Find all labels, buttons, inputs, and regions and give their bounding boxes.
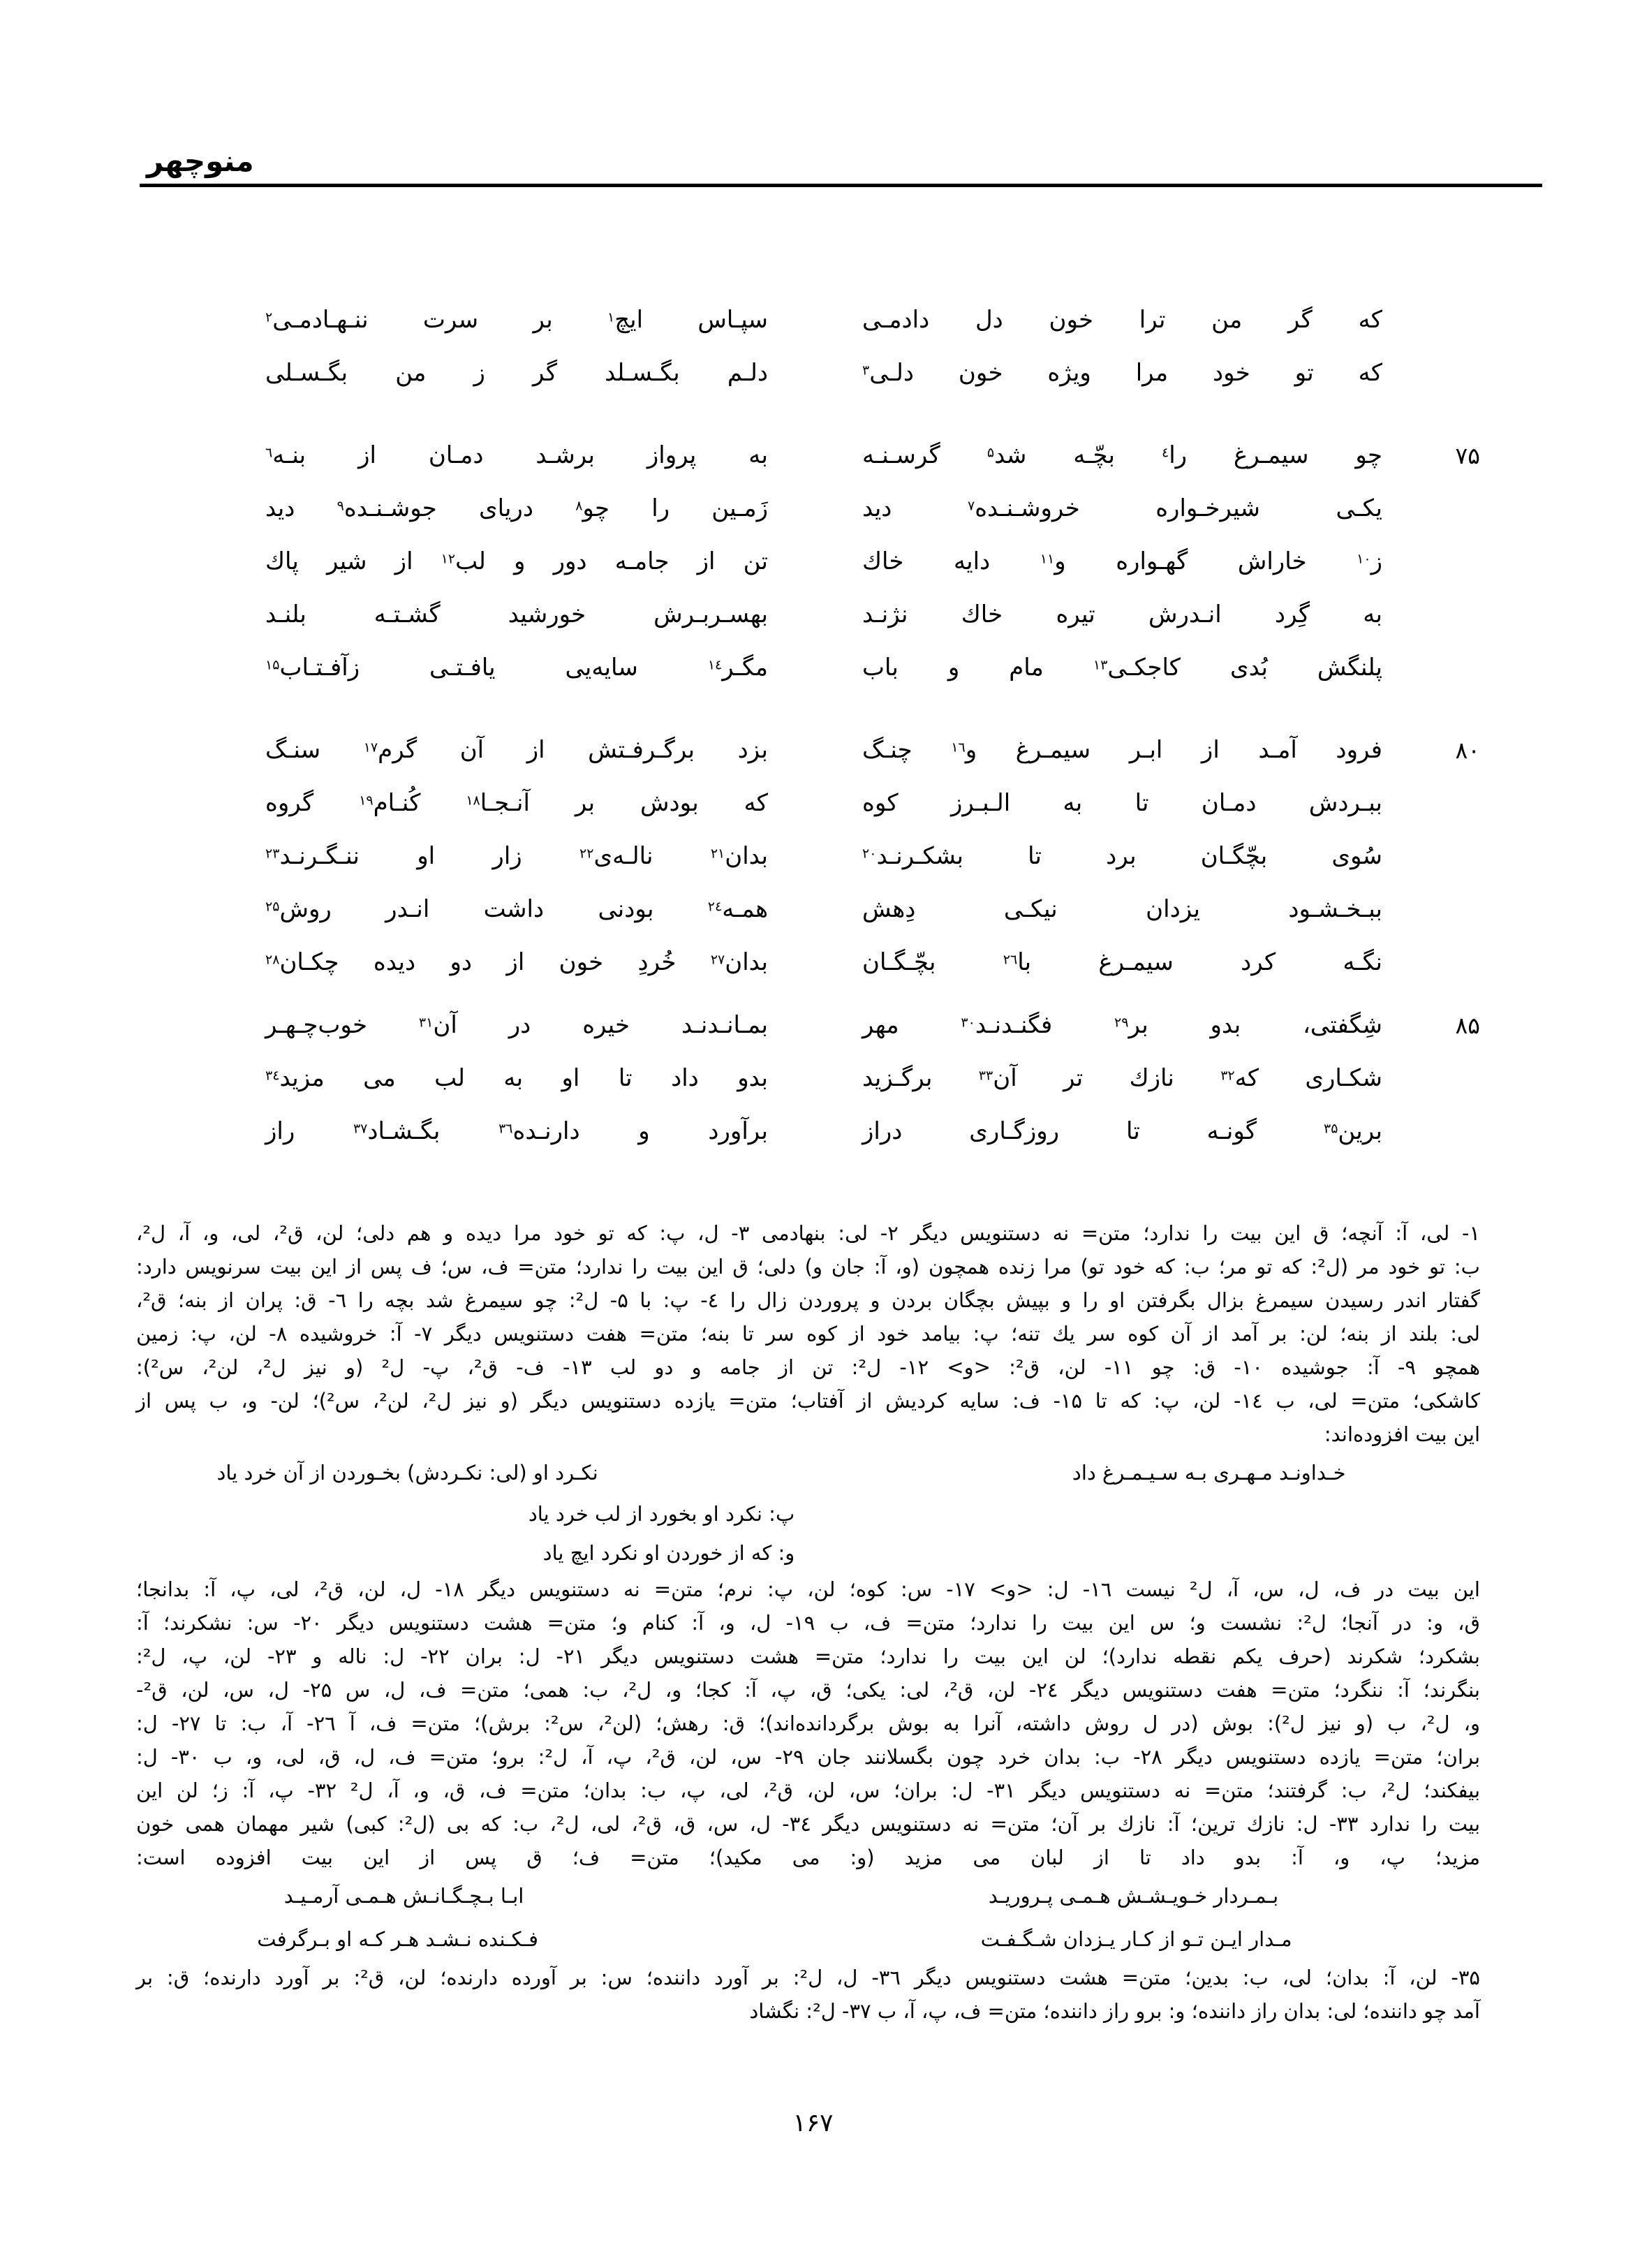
couplet-row (265, 999, 1480, 1052)
poem-block (265, 999, 1480, 1158)
hemistich-left: به پرواز برشـد دمـان از بنـه$^٦$ (265, 441, 768, 469)
footnote-added-verse (217, 1451, 1346, 1494)
hemistich-left: بزد برگـرفـتش از آن گرم$^{۱۷}$ سنـگ (265, 736, 768, 764)
footnote-line: مزید؛ پ، و، آ: بدو داد تا از لبان می مزید (و: می مکید)؛ متن= ف؛ ق پس از این بیت افزوده است: (136, 1846, 1480, 1869)
hemistich-left: که بودش بر آنـجـا$^{۱۸}$ کُنـام$^{۱۹}$ گروه (265, 789, 768, 817)
hemistich-left: سپـاس ایچ$^۱$ بر سرت ننـهـادمـی$^۲$ (265, 306, 768, 334)
hemistich-left: بدان$^{۲۱}$ نالـه‌ی$^{۲۲}$ زار او ننـگـرنـد$^{۲۳}$ (265, 842, 768, 870)
hemistich-right: ز$^{۱۰}$ خاراش گهـواره و$^{۱۱}$ دایه خاك (862, 547, 1383, 575)
verse-hemistich-right: مـدار ایـن تـو از کـار یـزدان شـگـفـت (980, 1927, 1292, 1951)
hemistich-left: مگـر$^{۱٤}$ سایه‌یی یافـتـی زآفـتـاب$^{۱۵}$ (265, 654, 768, 682)
hemistich-left: تن از جامـه دور و لب$^{۱۲}$ از شیر پاك (265, 547, 768, 575)
hemistich-right: که گر من ترا خون دل دادمـی (862, 306, 1382, 334)
couplet-row (265, 535, 1480, 588)
footnote-added-verse (257, 1917, 1292, 1961)
hemistich-left: همـه$^{۲٤}$ بودنی داشت انـدر روش$^{۲۵}$ (265, 895, 768, 923)
running-header: منوچهر (147, 144, 254, 178)
footnote-variant-line: پ: نکرد او بخورد از لب خرد یاد (528, 1502, 795, 1526)
hemistich-right: ببـردش دمـان تا به الـبـرز کوه (862, 789, 1382, 817)
couplet-row (265, 641, 1480, 694)
footnote-line: ق، و: در آنجا؛ ل²: نشست و؛ س این بیت را ندارد؛ متن= ف، ب ۱۹- ل، و، آ: کنام و؛ متن= هشت دستنویس دیگر ۲۰- س: نشکرند؛ آ: (136, 1611, 1480, 1635)
couplet-row (265, 293, 1480, 346)
hemistich-left: دلـم بگـسـلد گر ز من بگـسـلی (265, 359, 768, 387)
footnote-line: ب: تو خود مر (ل²: که تو مر؛ ب: که خود تو) مرا زنده همچون (و، آ: جان و) دلی؛ ق این بیت را ندارد؛ متن= ف، س؛ ف پس از این بیت سرنویس دارد: (136, 1255, 1480, 1279)
footnote-added-verse (284, 1874, 1279, 1917)
hemistich-left: بدان$^{۲۷}$ خُردِ خون از دو دیده چکـان$^{۲۸}$ (265, 948, 768, 976)
couplet-row (265, 588, 1480, 641)
poem-section (265, 293, 1480, 1187)
page-number: ۱۶۷ (792, 2109, 834, 2137)
footnote-variant-line: و: که از خوردن او نکرد ایچ یاد (542, 1541, 795, 1565)
hemistich-left: زَمـین را چو$^۸$ دریای جوشـنـده$^۹$ دید (265, 494, 768, 522)
hemistich-left: بمـانـدنـد خیره در آن$^{۳۱}$ خوب‌چـهـر (265, 1011, 768, 1039)
hemistich-right: که تو خود مرا ویژه خون دلـی$^۳$ (862, 359, 1382, 387)
verse-hemistich-left: فـکـنده نـشـد هـر کـه او بـرگرفت (257, 1927, 538, 1951)
footnote-line: کاشکی؛ متن= لی، ب ۱٤- لن، پ: که تا ۱۵- ف: سایه کردیش از آفتاب؛ متن= یازده دستنویس دیگر (و نیز ل²، لن²، س²)؛ لن- و، ب پس از (136, 1389, 1481, 1413)
footnote-line: لی: بلند از بنه؛ لن: بر آمد از آن کوه سر یك تنه؛ پ: بیامد خود از کوه سر تا بنه؛ متن= هفت دستنویس دیگر ۷- آ: خروشیده ۸- لن، پ: زمین (136, 1322, 1480, 1346)
verse-hemistich-left: ابـا بـچـگـانـش هـمـی آرمـیـد (283, 1884, 524, 1908)
poem-block (265, 293, 1480, 399)
footnote-line: این بیت افزوده‌اند: (1324, 1422, 1480, 1446)
hemistich-right: شِگفتی، بدو بر$^{۲۹}$ فگنـدنـد$^{۳۰}$ مهر (862, 1011, 1382, 1039)
hemistich-left: بهسـربـرش خورشید گشـتـه بلنـد (265, 601, 768, 628)
hemistich-right: ببـخـشـود یزدان نیکـی دِهش (862, 895, 1382, 923)
hemistich-right: نگـه کرد سیمـرغ با$^{۲٦}$ بچّـگـان (862, 948, 1382, 976)
couplet-row (265, 1052, 1480, 1105)
footnote-line: همچو ۹- آ: جوشیده ۱۰- ق: چو ۱۱- لن، ق²: <و> ۱۲- ل²: تن از جامه و دو لب ۱۳- ف- ق²، پ- ل² (و نیز ل²، لن²، س²): (136, 1355, 1480, 1379)
verse-number: ۸۵ (1455, 1011, 1480, 1039)
footnote-line: گفتار اندر رسیدن سیمرغ بزال بگرفتن او را و بپیش بچگان بردن و پروردن زال را ٤- پ: با ۵- ل²: چو سیمرغ شد بچه را ٦- ق: پران از بنه؛ ق²، (136, 1288, 1480, 1312)
apparatus-section (136, 1216, 1480, 2028)
couplet-row (265, 936, 1480, 989)
poem-block (265, 429, 1480, 694)
verse-hemistich-right: خـداونـد مـهـری بـه سـیـمـرغ داد (1072, 1461, 1346, 1485)
couplet-row (265, 429, 1480, 482)
hemistich-left: برآورد و دارنـده$^{۳٦}$ بگـشـاد$^{۳۷}$ راز (265, 1117, 768, 1145)
couplet-row (265, 346, 1480, 399)
footnote-line: بیفکند؛ ل²، ب: گرفتند؛ متن= نه دستنویس دیگر ۳۱- ل: بران؛ س، لن، ق²، لی، پ، ب: بدان؛ متن= ف، ق، و، آ، ل² ۳۲- پ، آ: ز؛ لن این (136, 1779, 1481, 1802)
hemistich-right: پلنگش بُدی کاجکـی$^{۱۳}$ مام و باب (862, 654, 1383, 682)
footnote-line: این بیت در ف، ل، س، آ، ل² نیست ۱٦- ل: <و> ۱۷- س: کوه؛ لن، پ: نرم؛ متن= نه دستنویس دیگر ۱۸- ل، لن، ق²، لی، پ، آ: بدانجا؛ (136, 1577, 1480, 1601)
verse-hemistich-right: بـمـردار خـویـشـش هـمـی پـروریـد (988, 1884, 1279, 1908)
hemistich-right: چو سیمـرغ را$^٤$ بچّـه شد$^۵$ گرسـنـه (862, 441, 1382, 469)
hemistich-right: برین$^{۳۵}$ گونـه تا روزگـاری دراز (862, 1117, 1382, 1145)
hemistich-right: فرود آمـد از ابـر سیمـرغ و$^{۱٦}$ چنـگ (862, 736, 1383, 764)
verse-number: ۸۰ (1455, 736, 1480, 764)
verse-number: ۷۵ (1455, 441, 1480, 469)
footnote-line: بنگرند؛ آ: ننگرد؛ متن= هفت دستنویس دیگر ۲٤- لن، ق²، لی: یکی؛ ق، پ، آ: کجا؛ و، ل²، ب: همی؛ متن= ف، ل، س ۲۵- ل، س، لن، ق²- (136, 1678, 1480, 1702)
footnote-line: بشکرد؛ شکرند (حرف یکم نقطه ندارد)؛ لن این بیت را ندارد؛ متن= هشت دستنویس دیگر ۲۱- ل: بران ۲۲- ل: ناله و ۲۳- لن، پ، ل²: (136, 1644, 1481, 1668)
footnote-line: ۳۵- لن، آ: بدان؛ لی، ب: بدین؛ متن= هشت دستنویس دیگر ۳٦- ل، ل²: بر آورد داننده؛ س: بر آورده دارنده؛ لن، ق²: بر آورد دارنده؛ ق: بر (136, 1966, 1480, 1989)
couplet-row (265, 1105, 1480, 1158)
hemistich-right: سُوی بچّگـان برد تا بشکـرنـد$^{۲۰}$ (862, 842, 1382, 870)
couplet-row (265, 883, 1480, 936)
couplet-row (265, 830, 1480, 883)
hemistich-right: یکـی شیرخـواره خروشـنـده$^۷$ دید (862, 494, 1382, 522)
header-rule (140, 184, 1542, 187)
couplet-row (265, 723, 1480, 776)
poem-block (265, 723, 1480, 989)
footnote-line: بران؛ متن= یازده دستنویس دیگر ۲۸- ب: بدان خرد چون بگسلانند جان ۲۹- س، لن، ق²، پ، آ، ل²: برو؛ متن= ف، ل، ق، لی، و، ب ۳۰- ل: (136, 1745, 1481, 1769)
footnote-line: و، ل²، ب (و نیز ل²): بوش (در ل روش داشته، آنرا به بوش برگردانده‌اند)؛ ق: رهش؛ (لن²، س²: برش)؛ متن= ف، آ ۲٦- آ، ب: تا ۲۷- ل: (136, 1711, 1480, 1735)
couplet-row (265, 776, 1480, 830)
hemistich-right: به گِرد انـدرش تیره خاك نژنـد (862, 601, 1382, 628)
hemistich-left: بدو داد تا او به لب می مزید$^{۳٤}$ (265, 1064, 768, 1092)
footnote-line: بیت را ندارد ۳۳- ل: نازك ترین؛ آ: نازك بر آن؛ متن= نه دستنویس دیگر ۳٤- ل، س، ق، ق²، لی، ل²، ب: که بی (ل²: کبی) شیر مهمان همی خون (136, 1812, 1481, 1836)
footnote-line: آمد چو داننده؛ لی: بدان راز داننده؛ و: برو راز داننده؛ متن= ف، پ، آ، ب ۳۷- ل²: نگشاد (749, 1999, 1480, 2023)
hemistich-right: شکـاری که$^{۳۲}$ نازك تر آن$^{۳۳}$ برگـزید (862, 1064, 1383, 1092)
verse-hemistich-left: نکـرد او (لی: نکـردش) بخـوردن از آن خرد یاد (216, 1461, 598, 1485)
couplet-row (265, 482, 1480, 535)
footnote-line: ۱- لی، آ: آنچه؛ ق این بیت را ندارد؛ متن= نه دستنویس دیگر ۲- لی: بنهادمی ۳- ل، پ: که تو خود مرا دیده و هم دلی؛ لن، ق²، لی، و، آ، ل²، (136, 1221, 1481, 1245)
